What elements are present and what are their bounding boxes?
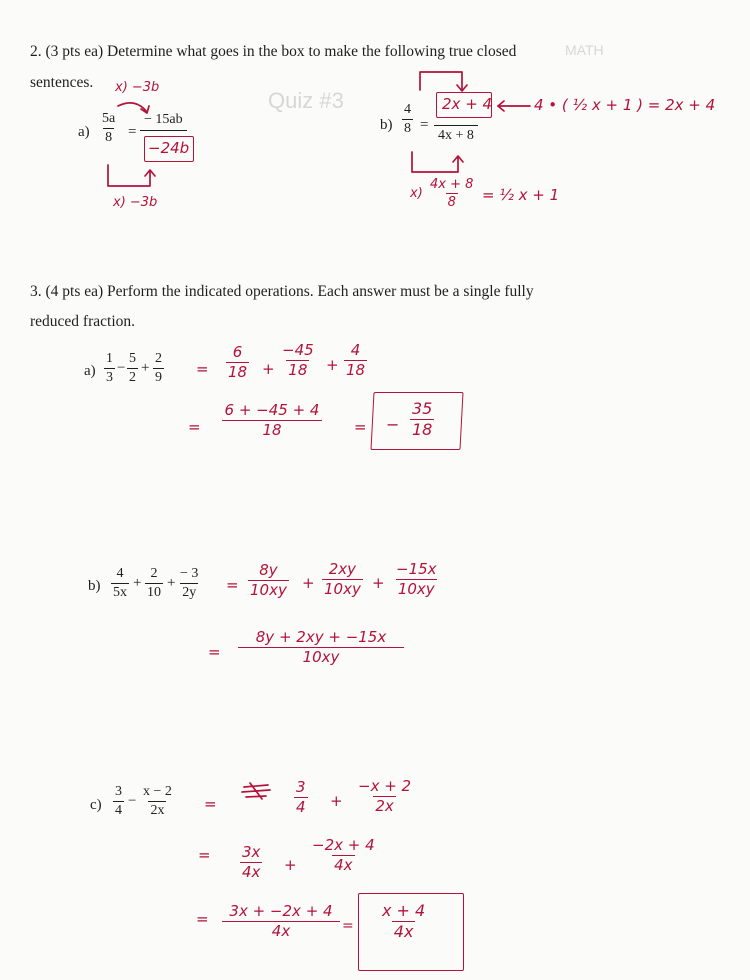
q2b-top-bracket bbox=[420, 72, 462, 90]
q2b-left-denominator: 8 bbox=[404, 121, 411, 136]
q3a-op1: − bbox=[117, 360, 126, 376]
q3-prompt-line1: 3. (4 pts ea) Perform the indicated operations. Each answer must be a single fully bbox=[30, 283, 534, 300]
q3a-term3-num: 2 bbox=[155, 351, 162, 366]
q2a-left-denominator: 8 bbox=[105, 130, 113, 145]
q3b-term2: $\frac{2}{10}$ bbox=[147, 566, 161, 600]
q3c-term1: $\frac{3}{4}$ bbox=[115, 784, 122, 818]
q2b-work-result: = ½ x + 1 bbox=[482, 186, 560, 204]
q3b-equals-2: = bbox=[208, 643, 221, 661]
q3b-op1: + bbox=[133, 575, 142, 591]
q2b-work-denominator: 8 bbox=[447, 195, 456, 210]
q3b-term1: $\frac{4}{5x}$ bbox=[113, 566, 127, 600]
q3a-step2: $\frac{6 + -45 + 4}{18}$ bbox=[222, 403, 322, 438]
q2b-work-numerator: 4x + 8 bbox=[430, 177, 474, 192]
q3c-op: − bbox=[128, 793, 137, 809]
q3a-equals-1: = bbox=[196, 360, 209, 378]
q3a-label: a) bbox=[84, 363, 96, 379]
q3-prompt-line2: reduced fraction. bbox=[30, 313, 135, 330]
q3c-term2: $\frac{x - 2}{2x}$ bbox=[143, 784, 172, 818]
q3c-scribble bbox=[242, 783, 270, 799]
q3a-term3-den: 9 bbox=[155, 370, 162, 385]
q3c-equals-4: = bbox=[342, 918, 354, 934]
q3a-term1-den: 3 bbox=[106, 370, 113, 385]
q3c-equals-3: = bbox=[196, 910, 209, 928]
q3b-op2: + bbox=[167, 575, 176, 591]
q3c-equals-1: = bbox=[204, 795, 217, 813]
q3c-step1-frac1: $\frac{3}{4}$ bbox=[296, 778, 306, 816]
q3a-step1-plus1: + bbox=[262, 360, 275, 378]
q2b-work-multiplier: x) bbox=[410, 186, 423, 201]
q3c-step3: $\frac{3x + -2x + 4}{4x}$ bbox=[222, 904, 340, 939]
q3a-term2-den: 2 bbox=[129, 370, 136, 385]
q2a-bottom-bracket bbox=[108, 165, 150, 186]
q3c-step2-plus: + bbox=[284, 856, 297, 874]
q2b-box-answer: 2x + 4 bbox=[442, 95, 493, 113]
q2a-equals: = bbox=[128, 124, 137, 140]
q3a-step1-frac3: $\frac{4}{18}$ bbox=[346, 341, 366, 379]
q2b-right-denominator: 4x + 8 bbox=[434, 125, 478, 144]
q2b-left-numerator: 4 bbox=[404, 102, 411, 117]
q2b-bottom-bracket bbox=[412, 152, 458, 172]
q2a-left-numerator: 5a bbox=[102, 111, 116, 126]
q3c-step2-frac1: $\frac{3x}{4x}$ bbox=[242, 843, 261, 881]
bleed-through-heading: MATH bbox=[565, 42, 604, 58]
q3a-term1 bbox=[104, 352, 115, 385]
q2a-box-answer: −24b bbox=[148, 139, 190, 157]
q3a-answer: $\frac{35}{18}$ bbox=[412, 399, 433, 439]
q3c-step1-frac2: $\frac{-x + 2}{2x}$ bbox=[358, 777, 412, 815]
q2b-work-fraction bbox=[428, 178, 475, 209]
q3a-answer-sign: − bbox=[386, 415, 400, 434]
q3a-term1-num: 1 bbox=[106, 351, 113, 366]
q2b-left-fraction bbox=[402, 103, 413, 136]
q3a-equals-2: = bbox=[188, 418, 201, 436]
bleed-through-title: Quiz #3 bbox=[268, 88, 344, 113]
q3a-equals-3: = bbox=[354, 418, 367, 436]
q3a-term2-num: 5 bbox=[129, 351, 136, 366]
q2b-label: b) bbox=[380, 117, 393, 133]
q2-prompt-line2: sentences. bbox=[30, 74, 94, 91]
q3a-step1-frac1: $\frac{6}{18}$ bbox=[228, 343, 248, 381]
q2-prompt-line1: 2. (3 pts ea) Determine what goes in the box to make the following true closed bbox=[30, 43, 517, 60]
q2a-multiplier-bottom: x) −3b bbox=[113, 195, 158, 210]
q2b-side-work: 4 • ( ½ x + 1 ) = 2x + 4 bbox=[534, 96, 716, 114]
q3a-step1-plus2: + bbox=[326, 356, 339, 374]
q3a-op2: + bbox=[141, 360, 150, 376]
q3c-step1-plus: + bbox=[330, 792, 343, 810]
q3a-term2 bbox=[127, 352, 138, 385]
q2a-label: a) bbox=[78, 124, 90, 140]
q3b-step1-plus2: + bbox=[372, 574, 385, 592]
q2b-equals: = bbox=[420, 117, 429, 133]
q3b-label: b) bbox=[88, 578, 101, 594]
q3c-equals-2: = bbox=[198, 846, 211, 864]
q3b-step1-frac1: $\frac{8y}{10xy}$ bbox=[250, 561, 287, 599]
q2a-right-numerator: − 15ab bbox=[140, 112, 187, 131]
q2a-left-fraction bbox=[100, 112, 117, 145]
q3a-step1-frac2: $\frac{-45}{18}$ bbox=[282, 341, 314, 379]
q3b-step1-frac3: $\frac{-15x}{10xy}$ bbox=[396, 560, 437, 598]
q3b-step1-frac2: $\frac{2xy}{10xy}$ bbox=[324, 560, 361, 598]
q3c-label: c) bbox=[90, 797, 102, 813]
q3c-step2-frac2: $\frac{-2x + 4}{4x}$ bbox=[312, 836, 375, 874]
q3b-term3: $\frac{- 3}{2y}$ bbox=[180, 566, 199, 600]
q2a-multiplier-top: x) −3b bbox=[115, 80, 160, 95]
q3b-step1-plus1: + bbox=[302, 574, 315, 592]
q3c-answer: $\frac{x + 4}{4x}$ bbox=[382, 901, 426, 941]
q3a-term3 bbox=[153, 352, 164, 385]
q3b-step2: $\frac{8y + 2xy + -15x}{10xy}$ bbox=[238, 630, 404, 665]
q3b-equals-1: = bbox=[226, 576, 239, 594]
